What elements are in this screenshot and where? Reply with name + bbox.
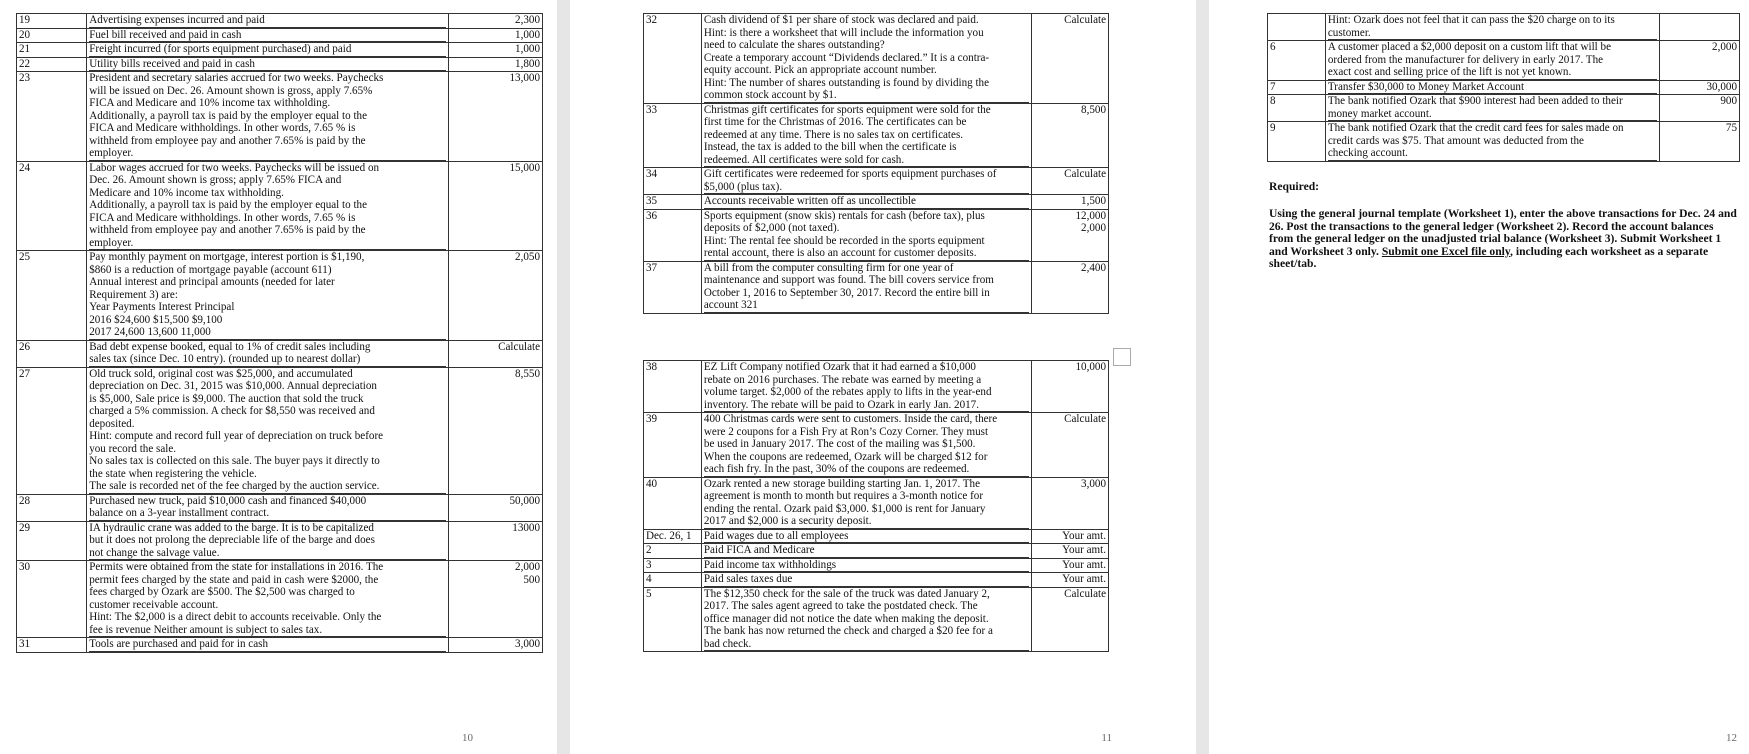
table-row bbox=[644, 103, 1109, 168]
description-line: money market account. bbox=[1328, 108, 1657, 122]
transaction-amount bbox=[449, 340, 543, 367]
transaction-description bbox=[701, 261, 1031, 313]
amount-value: 3,000 bbox=[515, 638, 540, 650]
table-row bbox=[17, 561, 543, 638]
description-line: Purchased new truck, paid $10,000 cash and financed $40,000 bbox=[89, 494, 367, 507]
transaction-description bbox=[87, 161, 449, 251]
transaction-description bbox=[87, 57, 449, 72]
description-line: $5,000 (plus tax). bbox=[704, 181, 1029, 195]
description-line: office manager did not notice the date when making the deposit. bbox=[703, 612, 989, 625]
transaction-number: 26 bbox=[17, 340, 87, 367]
transaction-number: 7 bbox=[1268, 80, 1326, 95]
description-line: Hint: compute and record full year of depreciation on truck before bbox=[89, 430, 384, 442]
amount-value: 1,500 bbox=[1081, 195, 1106, 207]
amount-value: Your amt. bbox=[1062, 573, 1106, 585]
transaction-description bbox=[701, 544, 1031, 559]
transaction-description bbox=[87, 340, 449, 367]
description-line: Freight incurred (for sports equipment purchased) and paid bbox=[89, 43, 446, 57]
description-line: balance on a 3-year installment contract. bbox=[89, 507, 446, 521]
table-row bbox=[17, 251, 543, 341]
amount-value: 1,800 bbox=[515, 57, 540, 70]
description-line: The bank notified Ozark that $900 interest had been added to their bbox=[1327, 95, 1623, 107]
table-row bbox=[644, 14, 1109, 104]
required-underlined: Submit one Excel file only bbox=[1381, 244, 1511, 258]
table-row bbox=[644, 573, 1109, 588]
description-line: Transfer $30,000 to Money Market Account bbox=[1328, 81, 1657, 95]
amount-value: 1,000 bbox=[515, 28, 540, 41]
description-line: Advertising expenses incurred and paid bbox=[89, 14, 446, 28]
transaction-number: 6 bbox=[1268, 41, 1326, 81]
amount-value: Your amt. bbox=[1062, 529, 1106, 542]
transaction-description bbox=[701, 477, 1031, 529]
table-row bbox=[17, 43, 543, 58]
description-line: redeemed at any time. There is no sales tax on certificates. bbox=[703, 128, 964, 141]
amount-value: 13,000 bbox=[509, 72, 540, 84]
amount-value: 10,000 bbox=[1075, 361, 1106, 373]
table-row bbox=[17, 367, 543, 494]
description-line: not change the salvage value. bbox=[89, 547, 446, 561]
transaction-description bbox=[87, 251, 449, 341]
description-line: Paid wages due to all employees bbox=[704, 530, 1029, 544]
transaction-number: 36 bbox=[644, 209, 702, 261]
table-row bbox=[644, 558, 1109, 573]
transactions-table-page-10 bbox=[16, 13, 543, 653]
transaction-amount bbox=[1032, 195, 1109, 210]
amount-value: 30,000 bbox=[1706, 80, 1737, 93]
description-line: Old truck sold, original cost was $25,000, and accumulated bbox=[89, 367, 353, 380]
transaction-number: 20 bbox=[17, 28, 87, 43]
transactions-table-page-11-bottom bbox=[643, 360, 1109, 652]
description-line: is $5,000, Sale price is $9,000. The auction that sold the truck bbox=[89, 392, 364, 405]
table-row bbox=[644, 261, 1109, 313]
amount-value: 75 bbox=[1725, 122, 1737, 134]
transaction-amount bbox=[1660, 41, 1740, 81]
transaction-description bbox=[87, 638, 449, 653]
transaction-number: 25 bbox=[17, 251, 87, 341]
transaction-description bbox=[701, 361, 1031, 413]
amount-value: 2,300 bbox=[515, 14, 540, 26]
transaction-description bbox=[701, 209, 1031, 261]
amount-value: Your amt. bbox=[1062, 544, 1106, 556]
description-line: customer. bbox=[1328, 27, 1657, 41]
description-line: 2017. The sales agent agreed to take the postdated check. The bbox=[703, 600, 978, 612]
amount-value: Calculate bbox=[1064, 587, 1106, 600]
transaction-number: 37 bbox=[644, 261, 702, 313]
amount-value: 8,550 bbox=[515, 367, 540, 380]
amount-value: Your amt. bbox=[1062, 558, 1106, 571]
description-line: Dec. 26. Amount shown is gross; apply 7.65% FICA and bbox=[89, 174, 342, 186]
description-line: 2017 and $2,000 is a security deposit. bbox=[704, 515, 1029, 529]
amount-value: 3,000 bbox=[1081, 477, 1106, 490]
table-row bbox=[17, 638, 543, 653]
description-line: credit cards was $75. That amount was deducted from the bbox=[1327, 134, 1584, 147]
transaction-amount bbox=[449, 14, 543, 29]
transaction-amount bbox=[449, 638, 543, 653]
description-line: agreement is month to month but requires a 3-month notice for bbox=[703, 490, 984, 502]
transaction-description bbox=[87, 43, 449, 58]
description-line: need to calculate the shares outstanding? bbox=[703, 39, 885, 51]
transaction-number: 22 bbox=[17, 57, 87, 72]
description-line: Hint: Ozark does not feel that it can pass the $20 charge on to its bbox=[1327, 14, 1615, 26]
transaction-number: 21 bbox=[17, 43, 87, 58]
amount-value: 8,500 bbox=[1081, 103, 1106, 116]
description-line: Hint: The rental fee should be recorded in the sports equipment bbox=[703, 234, 985, 247]
transaction-number: 30 bbox=[17, 561, 87, 638]
description-line: rental account, there is also an account for customer deposits. bbox=[704, 247, 1029, 261]
description-line: Permits were obtained from the state for installations in 2016. The bbox=[89, 561, 384, 573]
table-row bbox=[17, 494, 543, 521]
table-row bbox=[1268, 14, 1740, 41]
transaction-number: 31 bbox=[17, 638, 87, 653]
transaction-description bbox=[701, 587, 1031, 652]
amount-value: 500 bbox=[523, 573, 540, 586]
description-line: ordered from the manufacturer for delivery in early 2017. The bbox=[1327, 53, 1604, 66]
description-line: Ozark rented a new storage building starting Jan. 1, 2017. The bbox=[703, 477, 981, 490]
transaction-amount bbox=[1032, 544, 1109, 559]
description-line: Instead, the tax is added to the bill when the certificate is bbox=[703, 141, 957, 153]
description-line: each fish fry. In the past, 30% of the coupons are redeemed. bbox=[704, 463, 1029, 477]
transaction-amount bbox=[1660, 95, 1740, 122]
description-line: FICA and Medicare withholdings. In other words, 7.65 % is bbox=[89, 122, 356, 134]
transaction-amount bbox=[449, 561, 543, 638]
transaction-description bbox=[701, 413, 1031, 478]
transactions-table-page-12 bbox=[1267, 13, 1740, 162]
description-line: bad check. bbox=[704, 638, 1029, 652]
description-line: The $12,350 check for the sale of the truck was dated January 2, bbox=[703, 587, 990, 600]
description-line: will be issued on Dec. 26. Amount shown is gross, apply 7.65% bbox=[89, 84, 373, 97]
transaction-description bbox=[701, 14, 1031, 104]
description-line: Hint: The $2,000 is a direct debit to accounts receivable. Only the bbox=[89, 611, 382, 623]
description-line: the state when registering the vehicle. bbox=[89, 467, 257, 480]
description-line: sales tax (since Dec. 10 entry). (rounded up to nearest dollar) bbox=[89, 353, 446, 367]
transaction-number: 9 bbox=[1268, 122, 1326, 162]
description-line: were 2 coupons for a Fish Fry at Ron’s Cozy Corner. They must bbox=[703, 425, 989, 438]
table-row bbox=[644, 544, 1109, 559]
transaction-amount bbox=[449, 521, 543, 561]
description-line: volume target. $2,000 of the rebates apply to lifts in the year-end bbox=[703, 386, 992, 398]
description-line: 400 Christmas cards were sent to customers. Inside the card, there bbox=[703, 413, 998, 425]
transaction-description bbox=[1325, 41, 1659, 81]
amount-value: 13000 bbox=[512, 521, 540, 534]
description-line: 2016 $24,600 $15,500 $9,100 bbox=[89, 313, 223, 326]
amount-value: 50,000 bbox=[509, 494, 540, 507]
description-line: withheld from employee pay and another 7.65% is paid by the bbox=[89, 224, 366, 236]
transaction-number: 8 bbox=[1268, 95, 1326, 122]
description-line: FICA and Medicare and 10% income tax withholding. bbox=[89, 97, 331, 109]
description-line: Fuel bill received and paid in cash bbox=[89, 29, 446, 43]
transaction-amount bbox=[1032, 209, 1109, 261]
amount-value: 2,050 bbox=[515, 251, 540, 263]
description-line: be used in January 2017. The cost of the mailing was $1,500. bbox=[703, 438, 976, 450]
description-line: customer receivable account. bbox=[89, 598, 219, 611]
resize-handle[interactable] bbox=[1113, 348, 1131, 366]
table-row bbox=[1268, 95, 1740, 122]
required-instructions bbox=[1269, 208, 1739, 271]
transaction-description bbox=[1325, 14, 1659, 41]
description-line: Tools are purchased and paid for in cash bbox=[89, 638, 446, 652]
description-line: Year Payments Interest Principal bbox=[89, 301, 235, 313]
required-heading: Required: bbox=[1269, 180, 1320, 193]
table-row bbox=[1268, 80, 1740, 95]
table-row bbox=[17, 28, 543, 43]
transaction-amount bbox=[1032, 261, 1109, 313]
amount-value: 2,000 bbox=[1081, 222, 1106, 234]
amount-value: 12,000 bbox=[1075, 209, 1106, 222]
description-line: deposits of $2,000 (not taxed). bbox=[703, 222, 840, 234]
description-line: redeemed. All certificates were sold for cash. bbox=[704, 154, 1029, 168]
transaction-number: 2 bbox=[644, 544, 702, 559]
table-row bbox=[17, 57, 543, 72]
page-number: 10 bbox=[462, 732, 473, 744]
transaction-number: 28 bbox=[17, 494, 87, 521]
description-line: account 321 bbox=[704, 299, 1029, 313]
description-line: checking account. bbox=[1328, 147, 1657, 161]
description-line: depreciation on Dec. 31, 2015 was $10,000. Annual depreciation bbox=[89, 380, 377, 392]
transactions-table-page-11-top bbox=[643, 13, 1109, 314]
transaction-number: 38 bbox=[644, 361, 702, 413]
table-row bbox=[644, 195, 1109, 210]
table-row bbox=[644, 209, 1109, 261]
transaction-amount bbox=[1032, 361, 1109, 413]
transaction-number: 40 bbox=[644, 477, 702, 529]
description-line: Christmas gift certificates for sports equipment were sold for the bbox=[703, 103, 991, 116]
description-line: withheld from employee pay and another 7.65% is paid by the bbox=[89, 134, 366, 147]
description-line: Utility bills received and paid in cash bbox=[89, 58, 446, 72]
transaction-number: 3 bbox=[644, 558, 702, 573]
description-line: Sports equipment (snow skis) rentals for cash (before tax), plus bbox=[703, 209, 985, 222]
transaction-amount bbox=[1032, 587, 1109, 652]
transaction-description bbox=[87, 521, 449, 561]
description-line: Paid sales taxes due bbox=[704, 573, 1029, 587]
transaction-amount bbox=[1032, 573, 1109, 588]
amount-value: 2,000 bbox=[1712, 41, 1737, 53]
transaction-amount bbox=[1032, 168, 1109, 195]
transaction-amount bbox=[1032, 558, 1109, 573]
description-line: ending the rental. Ozark paid $3,000. $1,000 is rent for January bbox=[703, 502, 986, 515]
page-number: 11 bbox=[1101, 732, 1112, 744]
transaction-description bbox=[87, 14, 449, 29]
transaction-description bbox=[1325, 80, 1659, 95]
description-line: EZ Lift Company notified Ozark that it had earned a $10,000 bbox=[703, 361, 976, 373]
table-row bbox=[17, 340, 543, 367]
description-line: employer. bbox=[89, 237, 446, 251]
description-line: The bank has now returned the check and charged a $20 fee for a bbox=[703, 625, 993, 637]
transaction-number: 35 bbox=[644, 195, 702, 210]
transaction-description bbox=[1325, 122, 1659, 162]
transaction-amount bbox=[449, 367, 543, 494]
transaction-number: 32 bbox=[644, 14, 702, 104]
transaction-number: 34 bbox=[644, 168, 702, 195]
transaction-description bbox=[701, 195, 1031, 210]
transaction-amount bbox=[1032, 14, 1109, 104]
table-row bbox=[644, 168, 1109, 195]
table-row bbox=[17, 14, 543, 29]
transaction-number: 23 bbox=[17, 72, 87, 162]
transaction-description bbox=[701, 168, 1031, 195]
table-row bbox=[644, 361, 1109, 413]
transaction-description bbox=[87, 28, 449, 43]
transaction-description bbox=[87, 494, 449, 521]
amount-value: 2,400 bbox=[1081, 261, 1106, 274]
transaction-number: 5 bbox=[644, 587, 702, 652]
transaction-description bbox=[87, 72, 449, 162]
description-line: Requirement 3) are: bbox=[89, 288, 178, 301]
transaction-description bbox=[701, 558, 1031, 573]
transaction-number bbox=[1268, 14, 1326, 41]
transaction-description bbox=[87, 367, 449, 494]
table-row bbox=[17, 161, 543, 251]
description-line: Bad debt expense booked, equal to 1% of credit sales including bbox=[89, 340, 371, 353]
transaction-amount bbox=[449, 494, 543, 521]
description-line: The bank notified Ozark that the credit card fees for sales made on bbox=[1327, 122, 1624, 134]
transaction-number: 27 bbox=[17, 367, 87, 494]
description-line: $860 is a reduction of mortgage payable (account 611) bbox=[89, 263, 332, 276]
transaction-description bbox=[1325, 95, 1659, 122]
amount-value: Calculate bbox=[1064, 14, 1106, 26]
description-line: When the coupons are redeemed, Ozark will be charged $12 for bbox=[703, 450, 988, 463]
transaction-amount bbox=[449, 28, 543, 43]
description-line: 2017 24,600 13,600 11,000 bbox=[89, 326, 446, 340]
transaction-amount bbox=[1032, 529, 1109, 544]
required-text: Using the general journal template (Worksheet 1), enter the above transactions for Dec. 24 and 26. Post the transactions to the general ledger (Worksheet 2). Record the account balances from the general ledger on the unadjusted trial balance (Worksheet 3). Submit Worksheet 1 and Worksheet 3 only. bbox=[1269, 207, 1737, 258]
table-row bbox=[644, 529, 1109, 544]
description-line: exact cost and selling price of the lift is not yet known. bbox=[1328, 66, 1657, 80]
amount-value: 15,000 bbox=[509, 161, 540, 174]
description-line: IA hydraulic crane was added to the barge. It is to be capitalized bbox=[89, 521, 374, 534]
description-line: Create a temporary account “Dividends declared.” It is a contra- bbox=[703, 51, 990, 64]
transaction-number: 39 bbox=[644, 413, 702, 478]
transaction-amount bbox=[449, 161, 543, 251]
page-12 bbox=[1209, 0, 1749, 754]
description-line: A customer placed a $2,000 deposit on a custom lift that will be bbox=[1327, 41, 1611, 53]
amount-value: 1,000 bbox=[515, 43, 540, 55]
transaction-amount bbox=[1660, 14, 1740, 41]
transaction-number: 33 bbox=[644, 103, 702, 168]
table-row bbox=[17, 521, 543, 561]
transaction-number: 4 bbox=[644, 573, 702, 588]
description-line: FICA and Medicare withholdings. In other words, 7.65 % is bbox=[89, 211, 356, 224]
transaction-number: 29 bbox=[17, 521, 87, 561]
description-line: Gift certificates were redeemed for sports equipment purchases of bbox=[703, 168, 997, 180]
description-line: equity account. Pick an appropriate account number. bbox=[703, 64, 937, 76]
description-line: Accounts receivable written off as uncollectible bbox=[704, 195, 1029, 209]
transaction-description bbox=[701, 103, 1031, 168]
transaction-amount bbox=[1032, 477, 1109, 529]
description-line: first time for the Christmas of 2016. The certificates can be bbox=[703, 116, 967, 128]
description-line: maintenance and support was found. The bill covers service from bbox=[703, 274, 994, 286]
transaction-amount bbox=[449, 43, 543, 58]
description-line: fees charged by Ozark are $500. The $2,500 was charged to bbox=[89, 586, 355, 598]
description-line: Medicare and 10% income tax withholding. bbox=[89, 186, 284, 199]
transaction-number: 19 bbox=[17, 14, 87, 29]
description-line: but it does not prolong the depreciable life of the barge and does bbox=[89, 534, 375, 546]
table-row bbox=[17, 72, 543, 162]
transaction-amount bbox=[449, 251, 543, 341]
transaction-description bbox=[701, 529, 1031, 544]
description-line: permit fees charged by the state and paid in cash were $2000, the bbox=[89, 573, 379, 586]
transaction-amount bbox=[449, 57, 543, 72]
description-line: A bill from the computer consulting firm for one year of bbox=[703, 261, 954, 274]
amount-value: Calculate bbox=[1064, 413, 1106, 425]
description-line: Additionally, a payroll tax is paid by the employer equal to the bbox=[89, 109, 367, 122]
page-10 bbox=[0, 0, 557, 754]
transaction-amount bbox=[1660, 80, 1740, 95]
description-line: The sale is recorded net of the fee charged by the auction service. bbox=[89, 480, 446, 494]
description-line: common stock account by $1. bbox=[704, 89, 1029, 103]
description-line: Hint: is there a worksheet that will include the information you bbox=[703, 26, 984, 39]
table-row bbox=[1268, 122, 1740, 162]
transaction-number: Dec. 26, 1 bbox=[644, 529, 702, 544]
page-number: 12 bbox=[1726, 732, 1737, 744]
description-line: Labor wages accrued for two weeks. Paychecks will be issued on bbox=[89, 161, 380, 174]
description-line: employer. bbox=[89, 147, 446, 161]
description-line: Paid FICA and Medicare bbox=[704, 544, 1029, 558]
transaction-amount bbox=[449, 72, 543, 162]
table-row bbox=[644, 413, 1109, 478]
page-11 bbox=[570, 0, 1196, 754]
transaction-amount bbox=[1032, 413, 1109, 478]
table-row bbox=[644, 477, 1109, 529]
description-line: Pay monthly payment on mortgage, interest portion is $1,190, bbox=[89, 251, 365, 263]
description-line: Cash dividend of $1 per share of stock was declared and paid. bbox=[703, 14, 979, 26]
amount-value: 900 bbox=[1720, 95, 1737, 107]
transaction-amount bbox=[1032, 103, 1109, 168]
description-line: Hint: The number of shares outstanding is found by dividing the bbox=[703, 76, 989, 89]
description-line: No sales tax is collected on this sale. The buyer pays it directly to bbox=[89, 455, 380, 467]
amount-value: 2,000 bbox=[515, 561, 540, 573]
table-row bbox=[644, 587, 1109, 652]
description-line: Annual interest and principal amounts (needed for later bbox=[89, 276, 335, 288]
amount-value: Calculate bbox=[498, 340, 540, 353]
description-line: charged a 5% commission. A check for $8,550 was received and bbox=[89, 405, 375, 417]
transaction-description bbox=[701, 573, 1031, 588]
description-line: fee is revenue Neither amount is subject to sales tax. bbox=[89, 624, 446, 638]
transaction-amount bbox=[1660, 122, 1740, 162]
amount-value: Calculate bbox=[1064, 168, 1106, 180]
description-line: inventory. The rebate will be paid to Ozark in early Jan. 2017. bbox=[704, 399, 1029, 413]
table-row bbox=[1268, 41, 1740, 81]
description-line: President and secretary salaries accrued for two weeks. Paychecks bbox=[89, 72, 384, 84]
description-line: Paid income tax withholdings bbox=[704, 559, 1029, 573]
description-line: October 1, 2016 to September 30, 2017. Record the entire bill in bbox=[703, 286, 990, 299]
required-text-end: , including each worksheet as a separate sheet/tab. bbox=[1269, 244, 1709, 271]
description-line: Additionally, a payroll tax is paid by the employer equal to the bbox=[89, 199, 367, 211]
description-line: you record the sale. bbox=[89, 442, 177, 455]
description-line: deposited. bbox=[89, 417, 135, 430]
description-line: rebate on 2016 purchases. The rebate was earned by meeting a bbox=[703, 373, 982, 386]
transaction-description bbox=[87, 561, 449, 638]
transaction-number: 24 bbox=[17, 161, 87, 251]
